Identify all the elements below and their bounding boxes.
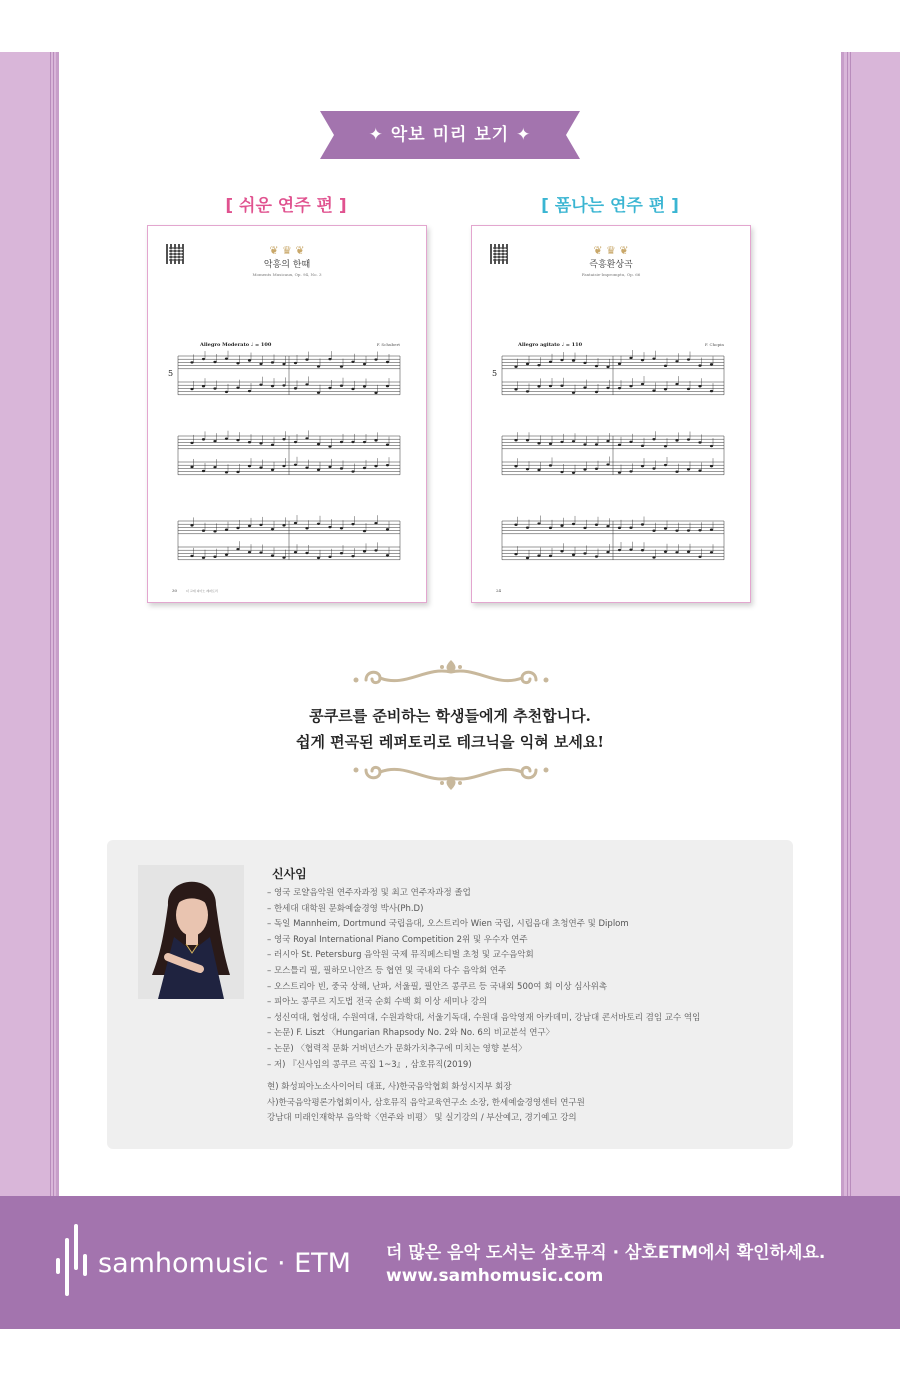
page-number: 30	[172, 588, 178, 593]
right-side-panel	[841, 52, 900, 1196]
recommendation-line-2: 쉽게 편곡된 레퍼토리로 테크닉을 익혀 보세요!	[295, 733, 604, 751]
scroll-ornament-top-icon	[346, 658, 556, 692]
author-name: 신사임	[272, 867, 307, 881]
career-item: – 저) 『신사임의 콩쿠르 곡집 1~3』, 삼호뮤직(2019)	[267, 1059, 472, 1070]
footer-bar	[0, 1196, 900, 1329]
author-photo	[138, 865, 244, 999]
crown-ornament-icon: ❦ ♛ ❦	[593, 244, 629, 257]
career-item: – 논문) 〈협력적 문화 거버넌스가 문화가치추구에 미치는 영향 분석〉	[267, 1043, 527, 1054]
career-item: – 영국 로얄음악원 연주자과정 및 최고 연주자과정 졸업	[267, 888, 471, 898]
piece-title: 악흥의 한때	[263, 260, 311, 270]
footer-message: 더 많은 음악 도서는 삼호뮤직 · 삼호ETM에서 확인하세요.	[386, 1243, 826, 1263]
preview-banner	[320, 111, 580, 159]
current-item: 강남대 미래인재학부 음악학〈연주와 비평〉 및 실기강의 / 부산예고, 경기예고 강의	[267, 1113, 577, 1123]
samhomusic-logo-text: samhomusic · ETM	[98, 1248, 351, 1279]
author-career-list	[267, 886, 700, 1073]
measure-number: 5	[492, 369, 498, 378]
career-item: – 오스트리아 빈, 중국 상해, 난파, 서울필, 필안즈 콩쿠르 등 국내외 500여 회 이상 심사위촉	[267, 981, 608, 992]
piece-subtitle: Fantaisie-Impromptu, Op. 66	[581, 272, 641, 277]
crown-ornament-icon: ❦ ♛ ❦	[269, 244, 305, 257]
cool-edition-label: [ 폼나는 연주 편 ]	[541, 196, 679, 216]
composer-name: F. Schubert	[376, 342, 400, 347]
tempo-marking: Allegro Moderato ♩ = 100	[200, 342, 272, 348]
career-item: – 논문) F. Liszt 〈Hungarian Rhapsody No. 2와 No. 6의 비교분석 연구〉	[267, 1028, 555, 1039]
page-number: 24	[496, 588, 502, 593]
author-bio-card	[107, 840, 793, 1149]
piece-subtitle: Moments Musicaux, Op. 94, No. 3	[252, 272, 322, 277]
current-item: 현) 화성피아노소사이어티 대표, 사)한국음악협회 화성시지부 회장	[267, 1082, 512, 1092]
career-item: – 피아노 콩쿠르 지도법 전국 순회 수백 회 이상 세미나 강의	[267, 997, 488, 1008]
tempo-marking: Allegro agitato ♩ = 110	[518, 342, 583, 348]
samhomusic-logo-icon	[54, 1224, 94, 1296]
cool-sheet-preview	[471, 225, 751, 603]
measure-number: 5	[168, 369, 174, 378]
piece-title: 즉흥환상곡	[589, 260, 633, 270]
career-item: – 성신여대, 협성대, 수원여대, 수원과학대, 서울기독대, 수원대 음악영재 아카데미, 강남대 콘서바토리 겸임 교수 역임	[267, 1012, 701, 1023]
current-item: 사)한국음악평론가협회이사, 삼호뮤직 음악교육연구소 소장, 한세예술경영센터 연구원	[267, 1097, 585, 1108]
easy-sheet-preview	[147, 225, 427, 603]
footer-website-link[interactable]: www.samhomusic.com	[386, 1266, 604, 1286]
easy-edition-label: [ 쉬운 연주 편 ]	[225, 196, 347, 216]
composer-name: F. Chopin	[704, 342, 724, 347]
career-item: – 독일 Mannheim, Dortmund 국립음대, 오스트리아 Wien 국립, 시립음대 초청연주 및 Diplom	[267, 919, 629, 930]
banner-title: ✦ 악보 미리 보기 ✦	[368, 125, 532, 145]
career-item: – 한세대 대학원 문화예술경영 박사(Ph.D)	[267, 903, 424, 914]
career-item: – 러시아 St. Petersburg 음악원 국제 뮤직페스티벌 초청 및 교수음악회	[267, 950, 534, 961]
career-item: – 모스틀리 필, 필하모니안즈 등 협연 및 국내외 다수 음악회 연주	[267, 965, 507, 976]
scroll-ornament-bottom-icon	[346, 758, 556, 792]
left-side-panel	[0, 52, 59, 1196]
sheet-music-staves	[148, 226, 426, 602]
page-footer-text: 더 교재 피아노 레퍼토리	[186, 589, 218, 593]
author-current-positions	[267, 1080, 585, 1127]
sheet-music-staves	[472, 226, 750, 602]
career-item: – 영국 Royal International Piano Competition 2위 및 우수자 연주	[267, 934, 528, 945]
recommendation-line-1: 콩쿠르를 준비하는 학생들에게 추천합니다.	[309, 707, 591, 725]
